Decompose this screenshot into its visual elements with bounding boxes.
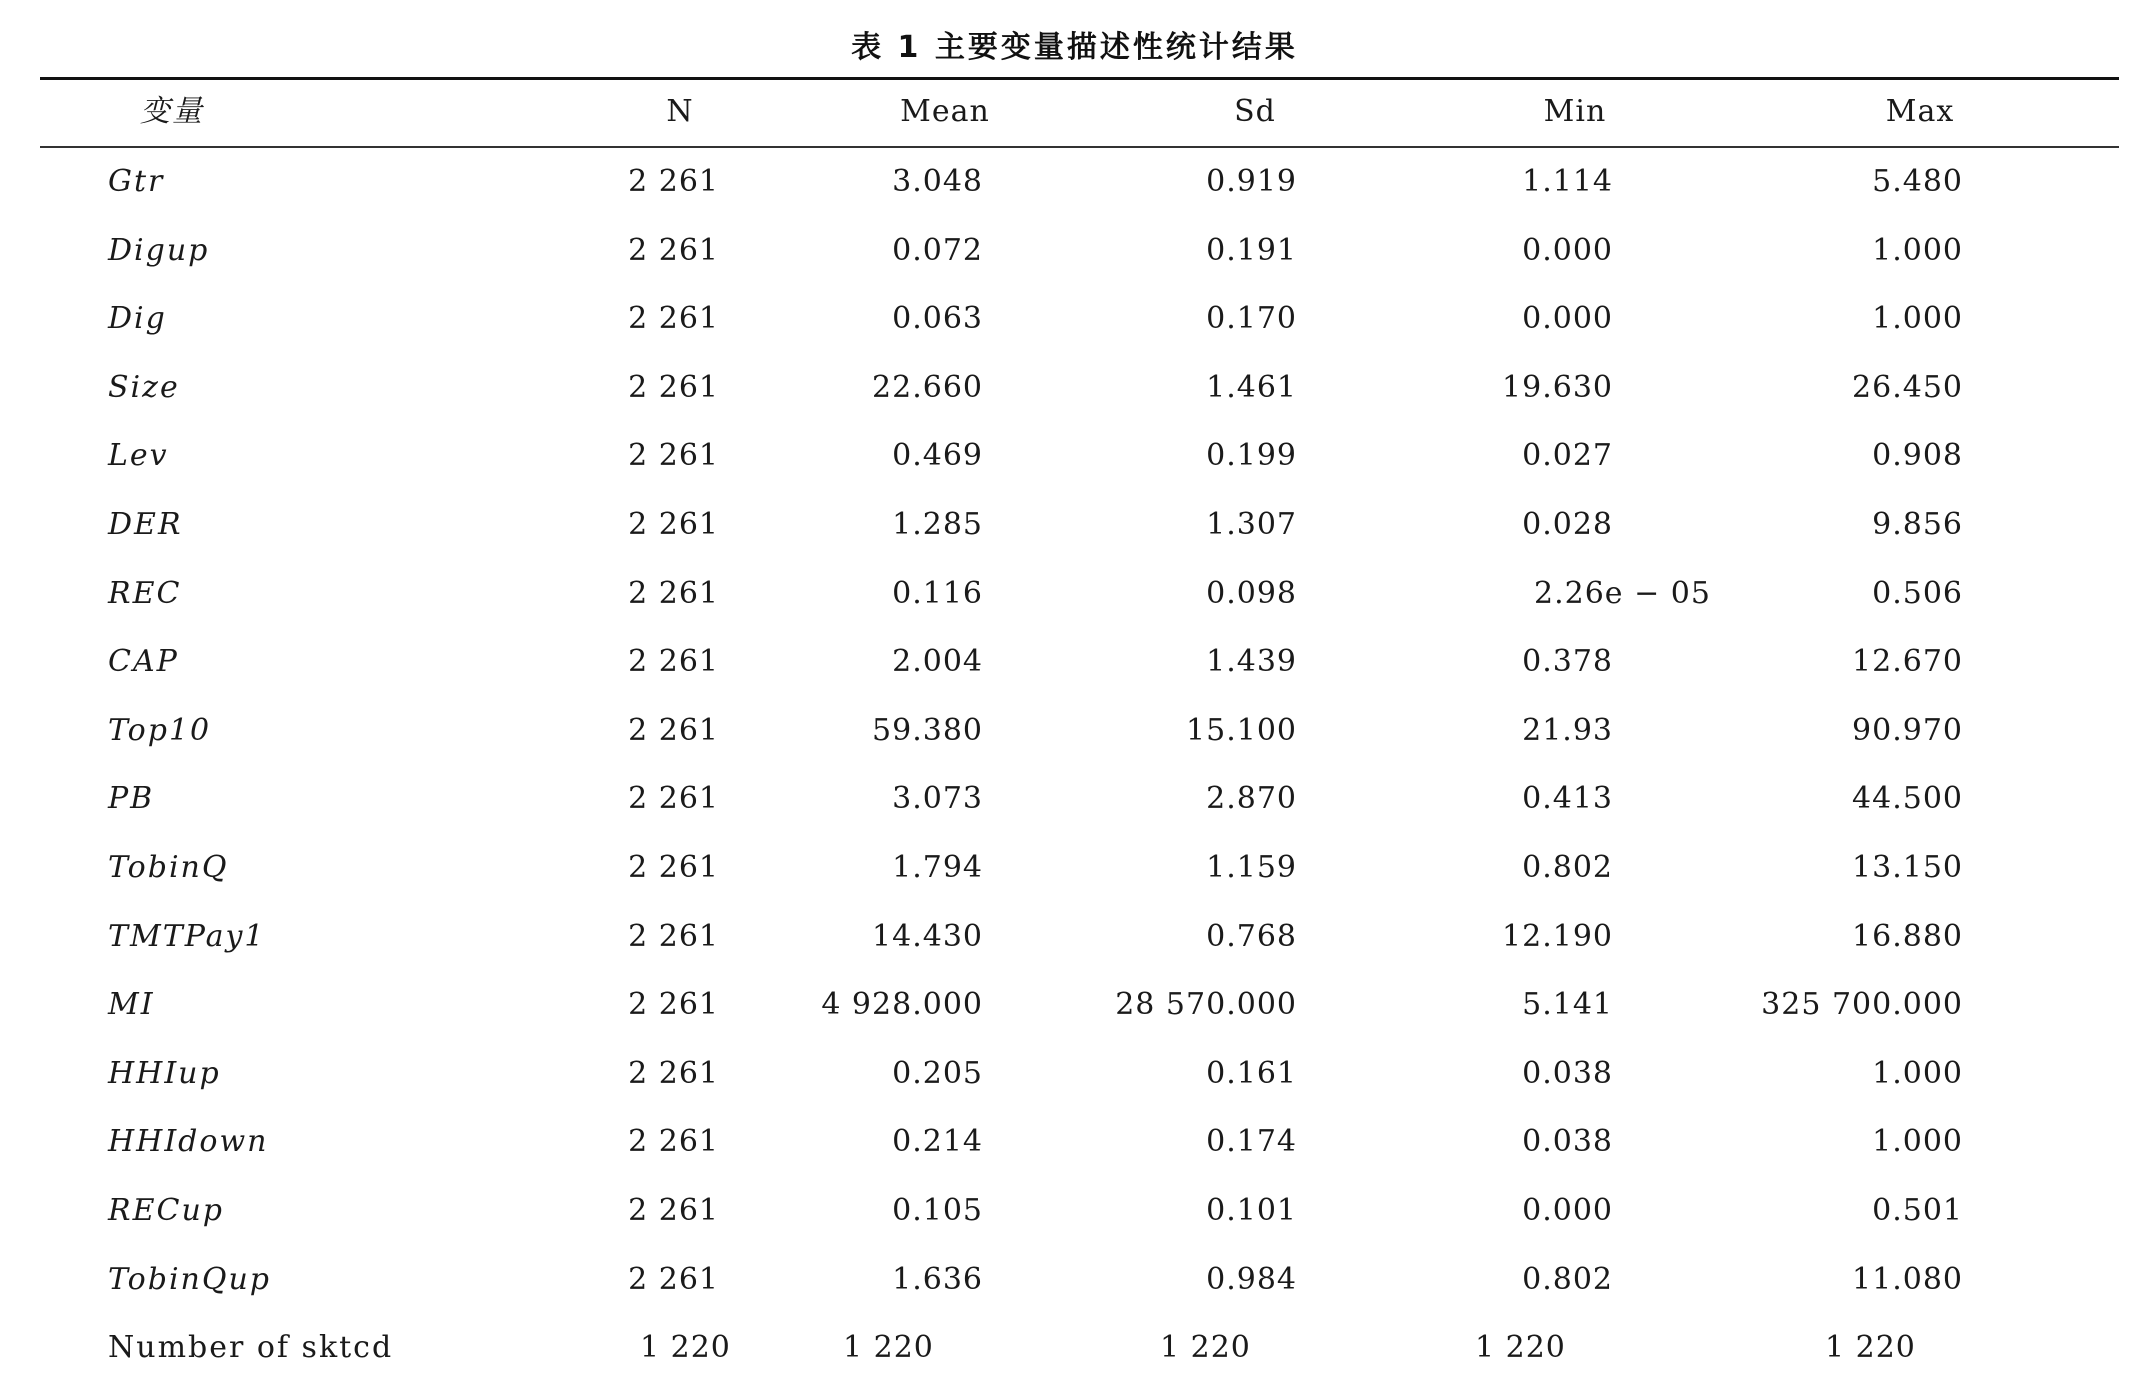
- cell-min: 0.802: [1522, 850, 1613, 885]
- cell-max: 9.856: [1872, 507, 1963, 542]
- table-row: [0, 358, 2149, 418]
- table-row: [0, 221, 2149, 281]
- cell-variable: Digup: [108, 232, 210, 268]
- cell-variable: Number of sktcd: [108, 1330, 394, 1366]
- cell-mean: 0.072: [892, 232, 983, 268]
- table-row: [0, 1112, 2149, 1172]
- cell-max: 13.150: [1852, 850, 1963, 885]
- header-variable: 变量: [140, 94, 204, 129]
- cell-mean: 3.048: [892, 164, 983, 199]
- cell-max: 90.970: [1852, 712, 1963, 748]
- cell-n: 2 261: [628, 164, 719, 199]
- cell-max: 1.000: [1872, 1124, 1963, 1160]
- cell-variable: CAP: [108, 644, 179, 680]
- cell-n: 2 261: [628, 301, 719, 337]
- cell-sd: 1.159: [1206, 850, 1297, 885]
- table-row: [0, 152, 2149, 212]
- cell-sd: 0.768: [1206, 918, 1297, 954]
- cell-mean: 0.205: [892, 1055, 983, 1091]
- cell-min: 0.038: [1522, 1055, 1613, 1091]
- cell-n: 2 261: [628, 507, 719, 542]
- cell-sd: 0.191: [1206, 232, 1297, 268]
- cell-mean: 1.285: [892, 507, 983, 542]
- cell-variable: REC: [108, 575, 182, 611]
- cell-min: 0.378: [1522, 644, 1613, 680]
- cell-n: 1 220: [640, 1330, 731, 1366]
- cell-min: 0.027: [1522, 438, 1613, 474]
- cell-variable: DER: [108, 507, 183, 542]
- cell-sd: 1 220: [1160, 1330, 1251, 1366]
- table-row: [0, 1250, 2149, 1310]
- table-header-row: [0, 82, 2149, 142]
- header-n: N: [666, 94, 694, 129]
- cell-max: 11.080: [1852, 1261, 1963, 1297]
- table-row: [0, 632, 2149, 692]
- table-row: [0, 1181, 2149, 1241]
- cell-n: 2 261: [628, 1055, 719, 1091]
- cell-sd: 1.439: [1206, 644, 1297, 680]
- cell-n: 2 261: [628, 712, 719, 748]
- cell-variable: PB: [108, 781, 155, 817]
- cell-sd: 0.170: [1206, 301, 1297, 337]
- table-row: [0, 1318, 2149, 1378]
- cell-mean: 2.004: [892, 644, 983, 680]
- cell-min: 0.000: [1522, 232, 1613, 268]
- table-row: [0, 701, 2149, 761]
- cell-max: 1 220: [1825, 1330, 1916, 1366]
- header-min: Min: [1543, 94, 1607, 129]
- cell-mean: 1.636: [892, 1261, 983, 1297]
- cell-variable: HHIdown: [108, 1124, 269, 1160]
- table-row: [0, 289, 2149, 349]
- table-row: [0, 838, 2149, 898]
- cell-min: 1.114: [1522, 164, 1613, 199]
- cell-n: 2 261: [628, 918, 719, 954]
- cell-mean: 1 220: [843, 1330, 934, 1366]
- cell-mean: 14.430: [872, 918, 983, 954]
- cell-min: 0.000: [1522, 301, 1613, 337]
- cell-variable: TobinQ: [108, 850, 229, 885]
- cell-mean: 4 928.000: [821, 987, 983, 1023]
- cell-mean: 3.073: [892, 781, 983, 817]
- cell-min: 21.93: [1522, 712, 1613, 748]
- cell-min: 0.028: [1522, 507, 1613, 542]
- header-mean: Mean: [900, 94, 990, 129]
- cell-variable: HHIup: [108, 1055, 221, 1091]
- cell-sd: 28 570.000: [1115, 987, 1297, 1023]
- cell-mean: 59.380: [872, 712, 983, 748]
- cell-n: 2 261: [628, 232, 719, 268]
- table-row: [0, 975, 2149, 1035]
- cell-n: 2 261: [628, 369, 719, 405]
- cell-variable: Dig: [108, 301, 167, 337]
- cell-variable: Size: [108, 369, 180, 405]
- cell-sd: 1.307: [1206, 507, 1297, 542]
- cell-sd: 0.101: [1206, 1193, 1297, 1228]
- cell-max: 5.480: [1872, 164, 1963, 199]
- cell-n: 2 261: [628, 1193, 719, 1228]
- cell-sd: 1.461: [1206, 369, 1297, 405]
- cell-sd: 15.100: [1186, 712, 1297, 748]
- table-row: [0, 426, 2149, 486]
- cell-max: 12.670: [1852, 644, 1963, 680]
- cell-n: 2 261: [628, 1124, 719, 1160]
- cell-n: 2 261: [628, 850, 719, 885]
- top-rule: [40, 77, 2119, 80]
- header-rule: [40, 146, 2119, 148]
- cell-max: 0.908: [1872, 438, 1963, 474]
- cell-mean: 22.660: [872, 369, 983, 405]
- cell-min: 5.141: [1522, 987, 1613, 1023]
- cell-variable: RECup: [108, 1193, 224, 1228]
- cell-sd: 0.174: [1206, 1124, 1297, 1160]
- cell-mean: 0.105: [892, 1193, 983, 1228]
- cell-sd: 2.870: [1206, 781, 1297, 817]
- table-row: [0, 907, 2149, 967]
- cell-mean: 0.214: [892, 1124, 983, 1160]
- table-row: [0, 564, 2149, 624]
- table-caption: 表 1 主要变量描述性统计结果: [851, 30, 1298, 65]
- cell-min: 19.630: [1502, 369, 1613, 405]
- cell-sd: 0.199: [1206, 438, 1297, 474]
- cell-max: 1.000: [1872, 301, 1963, 337]
- cell-min: 0.000: [1522, 1193, 1613, 1228]
- cell-n: 2 261: [628, 438, 719, 474]
- cell-min: 0.413: [1522, 781, 1613, 817]
- cell-mean: 1.794: [892, 850, 983, 885]
- header-max: Max: [1885, 94, 1955, 129]
- cell-variable: TMTPay1: [108, 918, 266, 954]
- cell-min: 1 220: [1475, 1330, 1566, 1366]
- cell-mean: 0.116: [892, 575, 983, 611]
- cell-min: 12.190: [1502, 918, 1613, 954]
- cell-max: 1.000: [1872, 232, 1963, 268]
- cell-max: 1.000: [1872, 1055, 1963, 1091]
- table-row: [0, 1044, 2149, 1104]
- cell-variable: Lev: [108, 438, 169, 474]
- cell-max: 16.880: [1852, 918, 1963, 954]
- cell-variable: TobinQup: [108, 1261, 271, 1297]
- table-row: [0, 769, 2149, 829]
- cell-min: 0.038: [1522, 1124, 1613, 1160]
- cell-n: 2 261: [628, 987, 719, 1023]
- cell-mean: 0.469: [892, 438, 983, 474]
- cell-max: 44.500: [1852, 781, 1963, 817]
- header-sd: Sd: [1234, 94, 1276, 129]
- cell-variable: Gtr: [108, 164, 165, 199]
- cell-mean: 0.063: [892, 301, 983, 337]
- cell-variable: Top10: [108, 712, 212, 748]
- cell-n: 2 261: [628, 781, 719, 817]
- cell-sd: 0.984: [1206, 1261, 1297, 1297]
- cell-sd: 0.919: [1206, 164, 1297, 199]
- cell-max: 325 700.000: [1761, 987, 1963, 1023]
- cell-max: 0.501: [1872, 1193, 1963, 1228]
- table-row: [0, 495, 2149, 555]
- cell-variable: MI: [108, 987, 155, 1023]
- cell-n: 2 261: [628, 1261, 719, 1297]
- cell-max: 0.506: [1872, 575, 1963, 611]
- cell-max: 26.450: [1852, 369, 1963, 405]
- cell-n: 2 261: [628, 575, 719, 611]
- cell-sd: 0.161: [1206, 1055, 1297, 1091]
- cell-min: 0.802: [1522, 1261, 1613, 1297]
- cell-min: 2.26e − 05: [1534, 575, 1711, 611]
- cell-n: 2 261: [628, 644, 719, 680]
- cell-sd: 0.098: [1206, 575, 1297, 611]
